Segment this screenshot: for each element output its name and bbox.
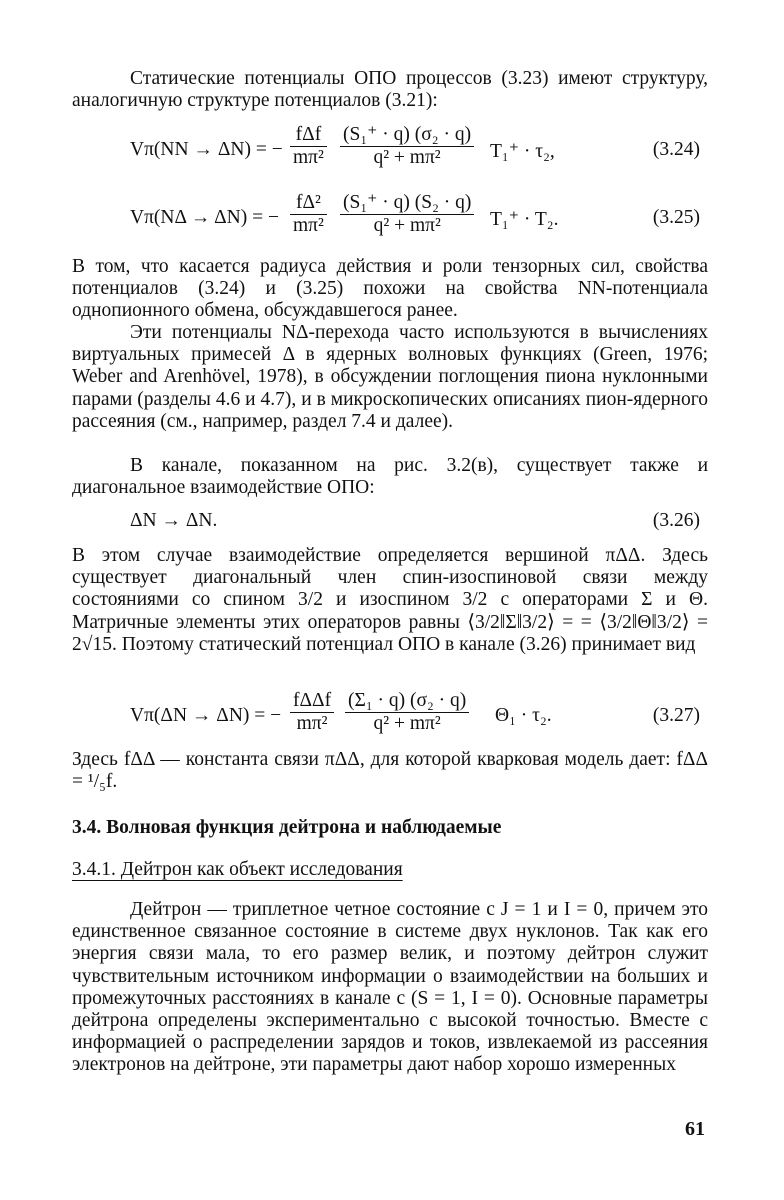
coupling-fraction [290,690,334,735]
paragraph-tensor-forces: В том, что касается радиуса действия и роли тензорных сил, свойства потенциалов (3.24) и (3.25) похожи на свойства NN-потенциала однопионного обмена, обсуждавшегося ранее. [72,256,708,322]
equation-3-26 [130,510,700,532]
fraction-numerator: (S₁⁺ · q) (σ₂ · q) [343,124,472,145]
fraction-numerator: fΔΔf [293,690,332,711]
paragraph-deuteron: Дейтрон — триплетное четное состояние с J = 1 и I = 0, причем это единственное связанное состояние в системе двух нуклонов. Так как его энергия связи мала, то его размер велик, и поэтому дейтрон служит чувствительным источником информации о взаимодействии на больших и промежуточных расстояниях в канале с (S = 1, I = 0). Основные параметры дейтрона определены экспериментально с высокой точностью. Вместе с информацией о распределении зарядов и токов, извлекаемой из рассеяния электронов на дейтроне, эти параметры дают набор хорошо измеренных [72,899,708,1076]
equation-tail: Θ₁ · τ₂. [495,705,552,726]
fraction-numerator: (S₁⁺ · q) (S₂ · q) [343,192,472,213]
fraction-numerator: fΔf [295,124,322,145]
paragraph-n-delta-potentials: Эти потенциалы NΔ-перехода часто используются в вычислениях виртуальных примесей Δ в ядерных волновых функциях (Green, 1976; Weber and Arenhövel, 1978), в обсуждении поглощения пиона нуклонными парами (разделы 4.6 и 4.7), и в микроскопических описаниях пион-ядерного рассеяния (см., например, раздел 7.4 и далее). [72,322,708,432]
operator-fraction [345,690,469,735]
fraction-numerator: (Σ₁ · q) (σ₂ · q) [348,690,467,711]
fraction-denominator: q² + mπ² [340,146,474,169]
equation-lhs: Vπ(NΔ → ΔN) = − [130,207,280,228]
equation-tail: T₁⁺ · T₂. [490,209,559,230]
paragraph-diagonal-channel: В канале, показанном на рис. 3.2(в), существует также и диагональное взаимодействие ОПО: [72,455,708,499]
equation-3-27 [130,690,700,740]
equation-number: (3.27) [652,705,700,726]
equation-body: ΔN → ΔN. [130,510,218,531]
operator-fraction [340,192,474,237]
section-heading: 3.4. Волновая функция дейтрона и наблюдаемые [72,817,502,838]
coupling-fraction [290,192,327,237]
fraction-denominator: mπ² [290,214,327,237]
equation-number: (3.24) [652,139,700,160]
equation-number: (3.25) [652,207,700,228]
fraction-numerator: fΔ² [295,192,321,213]
equation-3-25 [130,192,700,242]
equation-lhs: Vπ(ΔN → ΔN) = − [130,705,282,726]
paragraph-coupling-constant: Здесь fΔΔ — константа связи πΔΔ, для которой кварковая модель дает: fΔΔ = ¹/₅f. [72,749,708,793]
operator-fraction [340,124,474,169]
equation-lhs: Vπ(NN → ΔN) = − [130,139,283,160]
paragraph-delta-delta-vertex: В этом случае взаимодействие определяется вершиной πΔΔ. Здесь существует диагональный член спин-изоспиновой связи между состояниями со спином 3/2 и изоспином 3/2 с операторами Σ и Θ. Матричные элементы этих операторов равны ⟨3/2‖Σ‖3/2⟩ = = ⟨3/2‖Θ‖3/2⟩ = 2√15. Поэтому статический потенциал ОПО в канале (3.26) принимает вид [72,545,708,655]
equation-tail: T₁⁺ · τ₂, [490,141,555,162]
fraction-denominator: q² + mπ² [345,712,469,735]
equation-3-24 [130,124,700,174]
fraction-denominator: mπ² [290,146,327,169]
coupling-fraction [290,124,327,169]
fraction-denominator: q² + mπ² [340,214,474,237]
equation-number: (3.26) [652,510,700,531]
paragraph-intro: Статические потенциалы ОПО процессов (3.23) имеют структуру, аналогичную структуре потенциалов (3.21): [72,68,708,112]
subsection-heading: 3.4.1. Дейтрон как объект исследования [72,859,403,880]
fraction-denominator: mπ² [290,712,334,735]
page-number: 61 [685,1118,705,1140]
